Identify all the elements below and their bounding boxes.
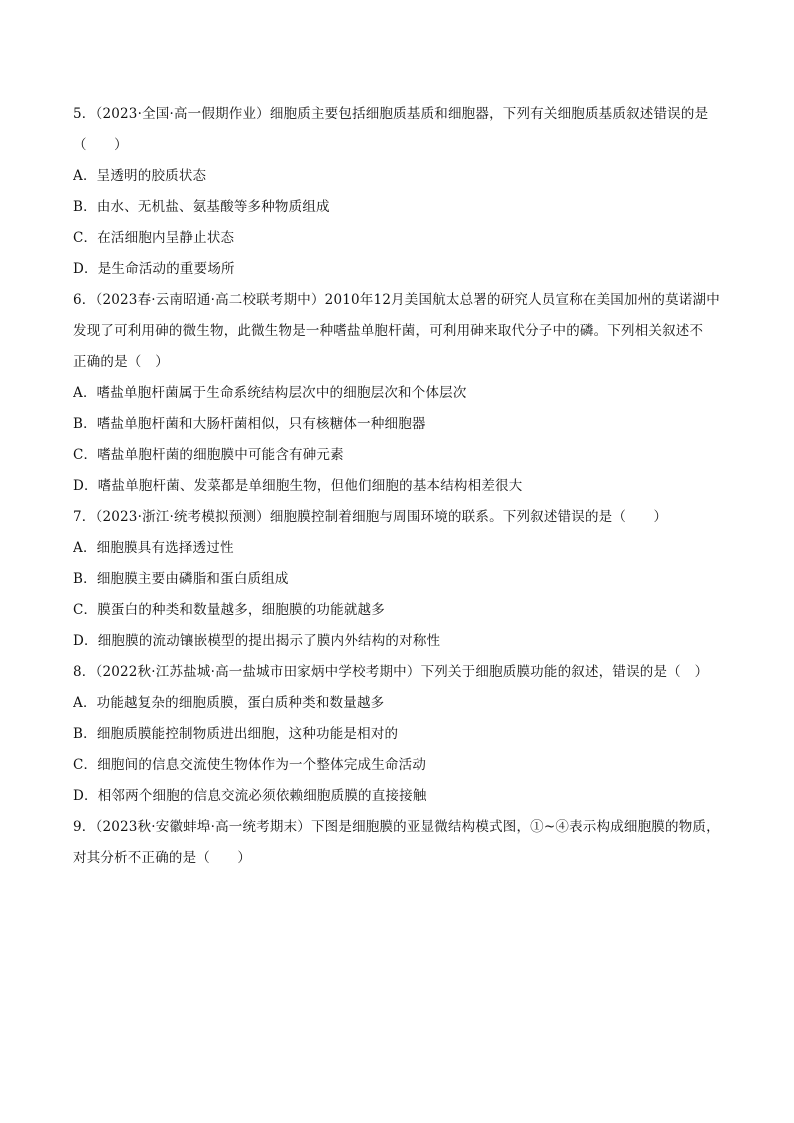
question-stem-line: （ ） bbox=[73, 137, 128, 153]
option-a: A．功能越复杂的细胞质膜，蛋白质种类和数量越多 bbox=[73, 695, 385, 711]
option-b: B．细胞膜主要由磷脂和蛋白质组成 bbox=[73, 571, 289, 587]
question-9 bbox=[73, 812, 737, 874]
question-stem-line: 6．（2023春·云南昭通·高二校联考期中）2010年12月美国航太总署的研究人员宣称在美国加州的莫诺湖中 bbox=[73, 292, 720, 308]
question-stem-line: 发现了可利用砷的微生物，此微生物是一种嗜盐单胞杆菌，可利用砷来取代分子中的磷。下列相关叙述不 bbox=[73, 323, 704, 339]
option-b: B．细胞质膜能控制物质进出细胞，这种功能是相对的 bbox=[73, 726, 399, 742]
option-c: C．嗜盐单胞杆菌的细胞膜中可能含有砷元素 bbox=[73, 447, 344, 463]
option-b: B．嗜盐单胞杆菌和大肠杆菌相似，只有核糖体一种细胞器 bbox=[73, 416, 426, 432]
option-d: D．相邻两个细胞的信息交流必须依赖细胞质膜的直接接触 bbox=[73, 788, 427, 804]
question-stem-line: 8．（2022秋·江苏盐城·高一盐城市田家炳中学校考期中）下列关于细胞质膜功能的叙述，错误的是（ ） bbox=[73, 664, 709, 680]
question-8 bbox=[73, 657, 737, 812]
option-a: A．嗜盐单胞杆菌属于生命系统结构层次中的细胞层次和个体层次 bbox=[73, 385, 467, 401]
option-d: D．嗜盐单胞杆菌、发菜都是单细胞生物，但他们细胞的基本结构相差很大 bbox=[73, 478, 523, 494]
question-stem-line: 正确的是（ ） bbox=[73, 354, 169, 370]
question-5 bbox=[73, 99, 737, 285]
option-a: A．细胞膜具有选择透过性 bbox=[73, 540, 234, 556]
question-list bbox=[73, 99, 737, 874]
option-d: D．是生命活动的重要场所 bbox=[73, 261, 235, 277]
option-c: C．在活细胞内呈静止状态 bbox=[73, 230, 235, 246]
option-c: C．膜蛋白的种类和数量越多，细胞膜的功能就越多 bbox=[73, 602, 385, 618]
option-b: B．由水、无机盐、氨基酸等多种物质组成 bbox=[73, 199, 330, 215]
question-stem-line: 对其分析不正确的是（ ） bbox=[73, 850, 252, 866]
option-c: C．细胞间的信息交流使生物体作为一个整体完成生命活动 bbox=[73, 757, 427, 773]
question-stem-line: 9．（2023秋·安徽蚌埠·高一统考期末）下图是细胞膜的亚显微结构模式图，①~④表示构成细胞膜的物质， bbox=[73, 819, 720, 835]
question-stem-line: 5．（2023·全国·高一假期作业）细胞质主要包括细胞质基质和细胞器，下列有关细胞质基质叙述错误的是 bbox=[73, 106, 709, 122]
option-d: D．细胞膜的流动镶嵌模型的提出揭示了膜内外结构的对称性 bbox=[73, 633, 441, 649]
option-a: A．呈透明的胶质状态 bbox=[73, 168, 207, 184]
question-stem-line: 7．（2023·浙江·统考模拟预测）细胞膜控制着细胞与周围环境的联系。下列叙述错误的是（ ） bbox=[73, 509, 668, 525]
question-7 bbox=[73, 502, 737, 657]
question-6 bbox=[73, 285, 737, 502]
